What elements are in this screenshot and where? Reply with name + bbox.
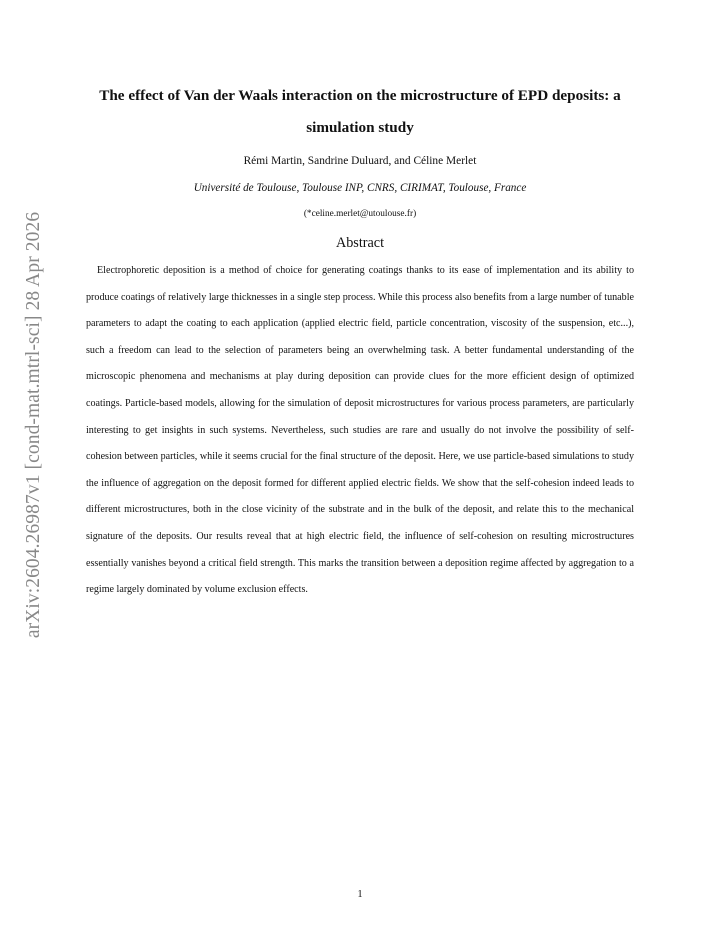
paper-title: The effect of Van der Waals interaction on the microstructure of EPD deposits: a simulation study — [99, 87, 621, 136]
abstract-heading: Abstract — [335, 235, 385, 251]
author-list: Rémi Martin, Sandrine Duluard, and Céline Merlet — [243, 155, 477, 167]
arxiv-identifier-stamp — [14, 205, 54, 645]
arxiv-identifier-text: arXiv:2604.26987v1 [cond-mat.mtrl-sci] 28 Apr 2026 — [23, 211, 45, 639]
page-number: 1 — [357, 889, 363, 900]
corresponding-email: (*celine.merlet@utoulouse.fr) — [303, 209, 417, 219]
author-affiliation: Université de Toulouse, Toulouse INP, CNRS, CIRIMAT, Toulouse, France — [193, 182, 527, 194]
abstract-body: Electrophoretic deposition is a method of choice for generating coatings thanks to its ease of implementation and its ability to produce coatings of relatively large thicknesses in a single step process. While this process also benefits from a large number of tunable parameters to adapt the coating to each application (applied electric field, particle concentration, viscosity of the suspension, etc...), such a freedom can lead to the selection of parameters being an overwhelming task. A better fundamental understanding of the microscopic phenomena and mechanisms at play during deposition can provide clues for the more efficient design of optimized coatings. Particle-based models, allowing for the simulation of deposit microstructures for various process parameters, are particularly interesting to get insights in such systems. Nevertheless, such studies are rare and usually do not involve the possibility of self-cohesion between particles, while it seems crucial for the final structure of the deposit. Here, we use particle-based simulations to study the influence of aggregation on the deposit formed for different applied electric fields. We show that the self-cohesion indeed leads to different microstructures, both in the close vicinity of the substrate and in the bulk of the deposit, and relate this to the mechanical signature of the deposits. Our results reveal that at high electric field, the influence of self-cohesion on resulting microstructures essentially vanishes beyond a critical field strength. This marks the transition between a deposition regime affected by aggregation to a regime largely dominated by volume exclusion effects. — [86, 265, 634, 596]
